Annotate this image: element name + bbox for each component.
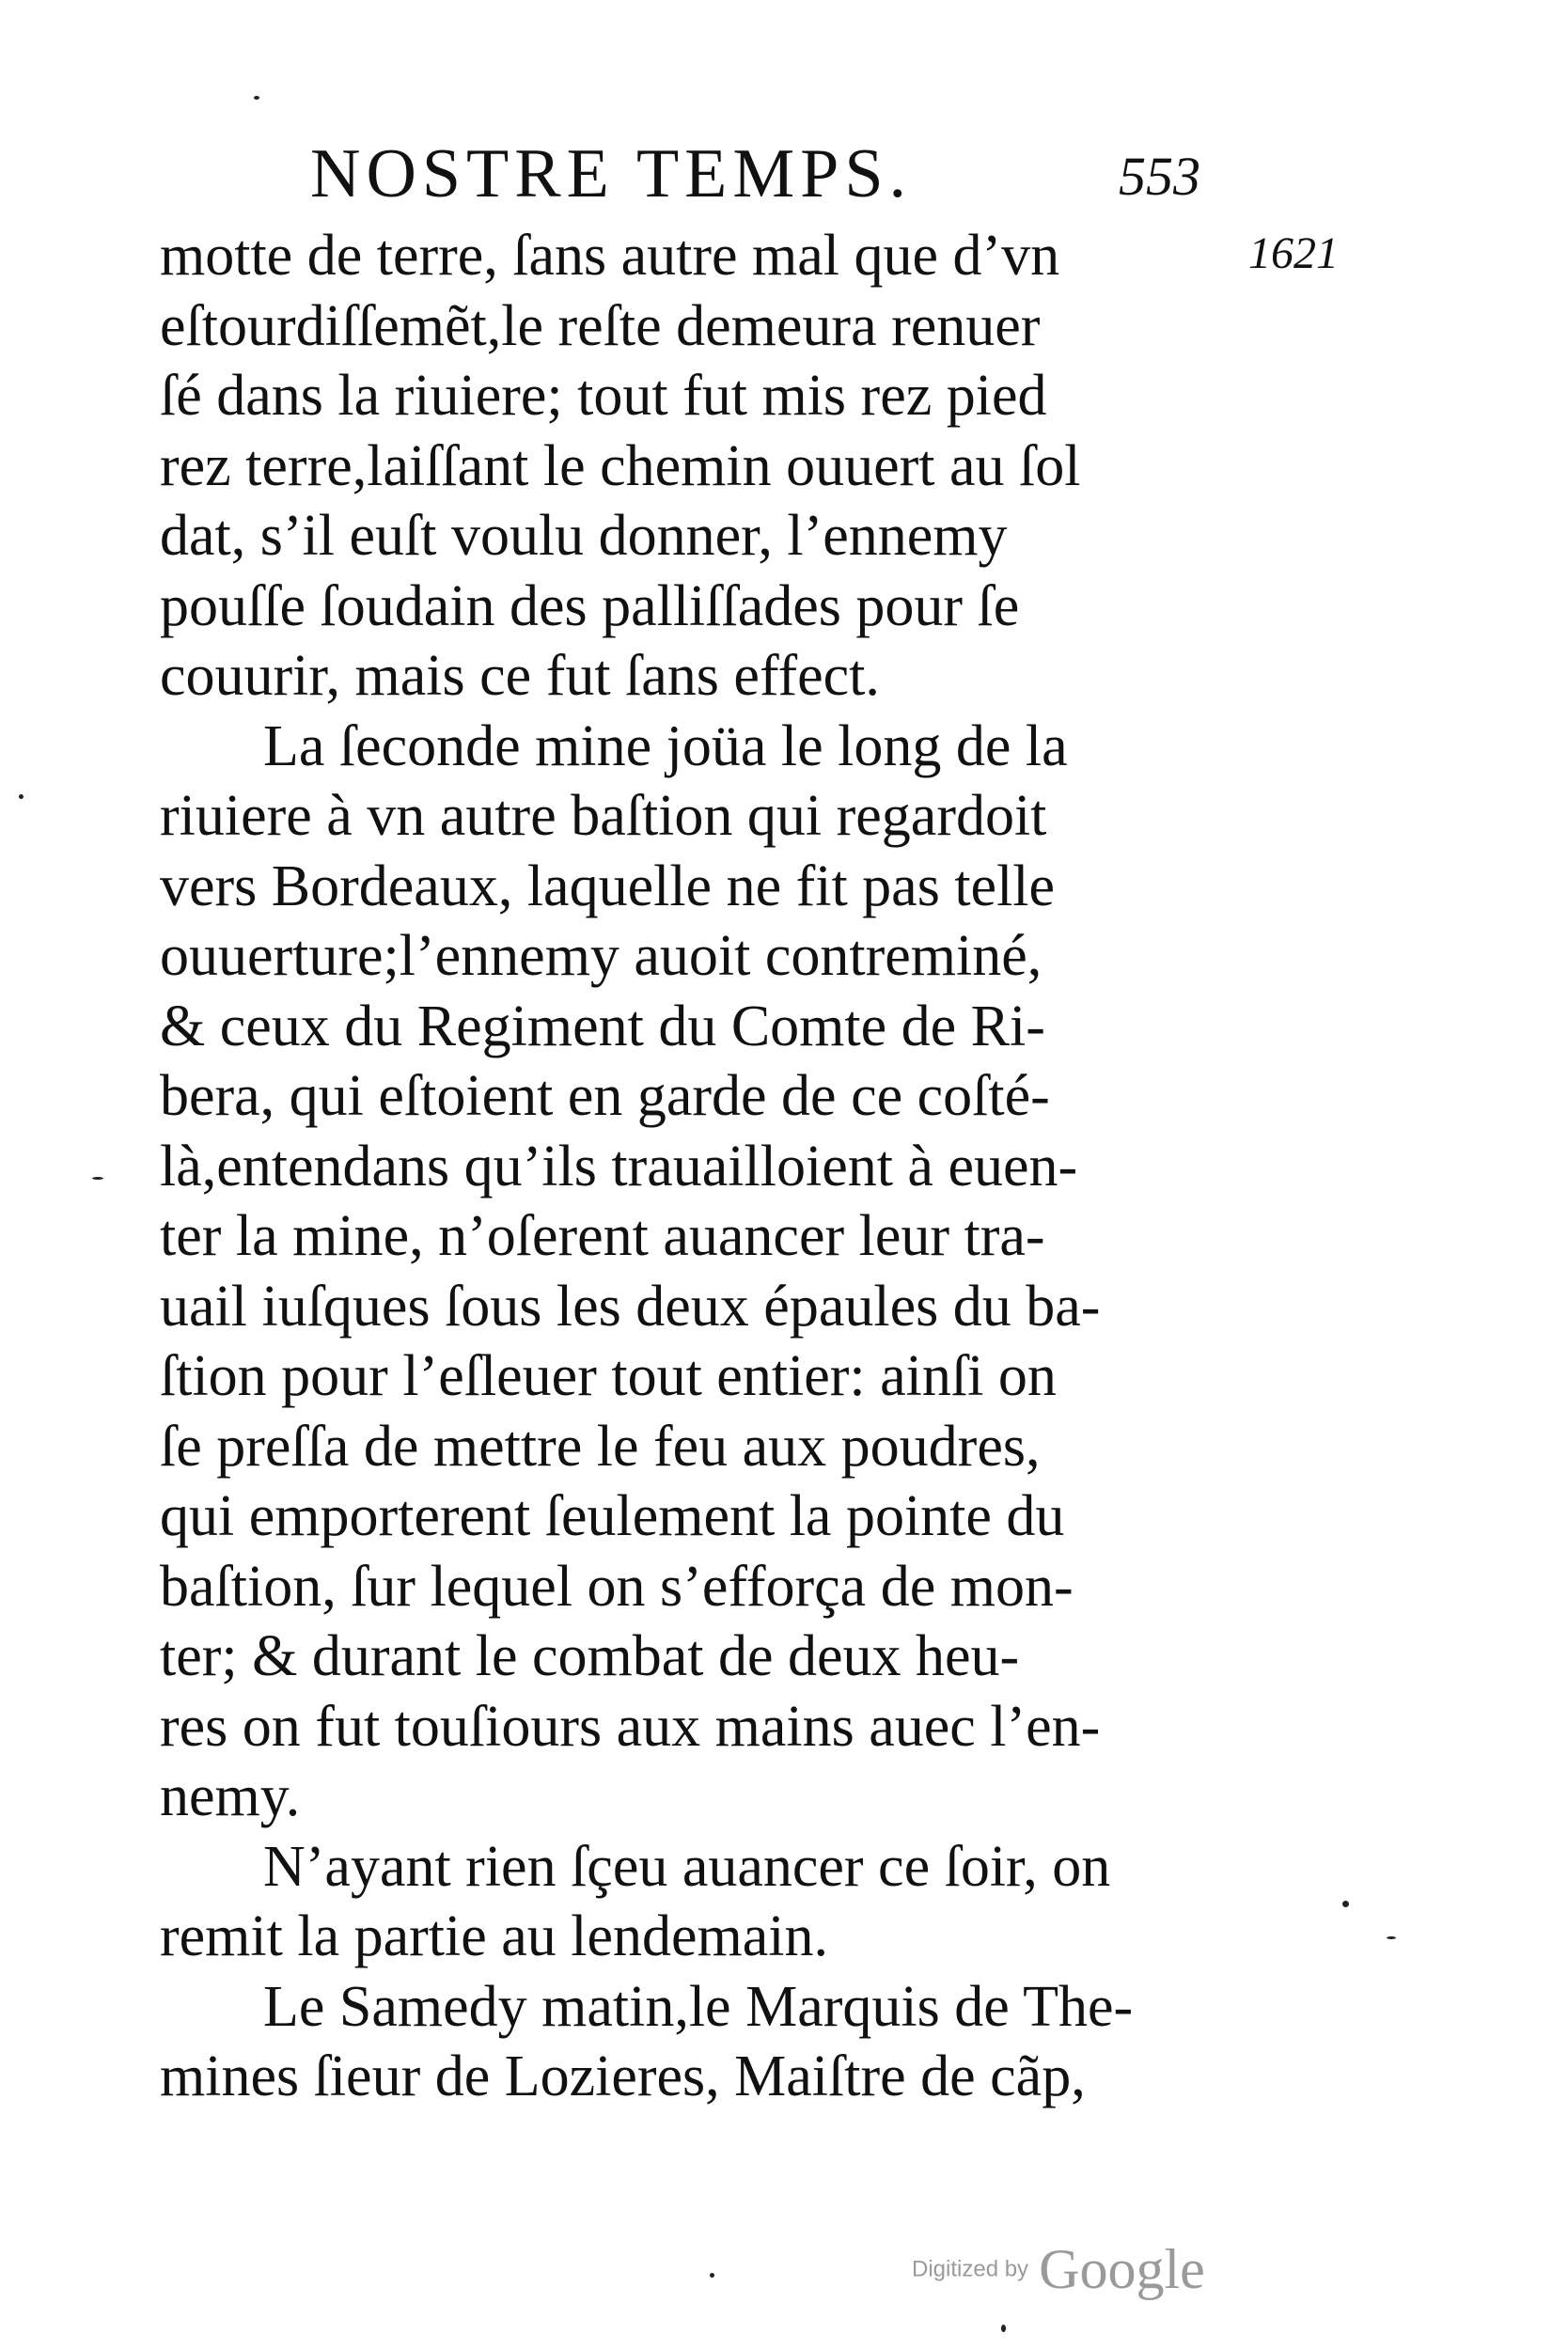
- ink-speck: [254, 96, 259, 100]
- margin-year-note: 1621: [1248, 228, 1339, 278]
- text-line: nemy.: [160, 1764, 301, 1828]
- ink-speck: [92, 1177, 103, 1180]
- text-line: ſé dans la riuiere; tout fut mis rez pied: [160, 364, 1047, 428]
- text-line: ouuerture;l’ennemy auoit contreminé,: [160, 924, 1043, 988]
- ink-speck: [710, 2273, 714, 2278]
- text-line: res on fut touſiours aux mains auec l’en-: [160, 1694, 1101, 1759]
- text-line: bera, qui eſtoient en garde de ce coſté-: [160, 1064, 1050, 1128]
- text-line: qui emporterent ſeulement la pointe du: [160, 1484, 1065, 1548]
- watermark-prefix: Digitized by: [912, 2256, 1029, 2282]
- text-line: motte de terre, ſans autre mal que d’vn: [160, 224, 1060, 288]
- text-line: ter la mine, n’oſerent auancer leur tra-: [160, 1204, 1045, 1268]
- text-line: pouſſe ſoudain des palliſſades pour ſe: [160, 573, 1020, 638]
- text-line: riuiere à vn autre baſtion qui regardoit: [160, 784, 1047, 848]
- ink-speck: [1387, 1936, 1396, 1939]
- page-number: 553: [1119, 146, 1200, 207]
- text-line: ter; & durant le combat de deux heu-: [160, 1624, 1020, 1688]
- text-line: dat, s’il euſt voulu donner, l’ennemy: [160, 504, 1008, 568]
- body-text: [160, 221, 1241, 2112]
- text-line: là,entendans qu’ils trauailloient à euen-: [160, 1134, 1078, 1198]
- watermark-brand: Google: [1039, 2238, 1205, 2300]
- text-line: couurir, mais ce fut ſans effect.: [160, 644, 880, 708]
- text-line: N’ayant rien ſçeu auancer ce ſoir, on: [263, 1834, 1111, 1899]
- ink-speck: [1342, 1901, 1349, 1907]
- ink-speck: [1001, 2325, 1006, 2332]
- text-line: remit la partie au lendemain.: [160, 1904, 828, 1968]
- running-title: NOSTRE TEMPS.: [310, 135, 912, 212]
- text-line: rez terre,laiſſant le chemin ouuert au ſol: [160, 433, 1081, 498]
- text-line: uail iuſques ſous les deux épaules du ba-: [160, 1274, 1101, 1339]
- text-line: ſtion pour l’eſleuer tout entier: ainſi on: [160, 1344, 1057, 1408]
- ink-speck: [19, 794, 24, 799]
- text-line: baſtion, ſur lequel on s’efforça de mon-: [160, 1554, 1074, 1619]
- text-line: eſtourdiſſemẽt,le reſte demeura renuer: [160, 293, 1041, 358]
- text-line: Le Samedy matin,le Marquis de The-: [263, 1974, 1134, 2039]
- page-header: [310, 132, 1250, 216]
- text-line: ſe preſſa de mettre le feu aux poudres,: [160, 1414, 1041, 1479]
- text-line: vers Bordeaux, laquelle ne fit pas telle: [160, 854, 1056, 918]
- text-line: La ſeconde mine joüa le long de la: [263, 713, 1068, 778]
- text-line: mines ſieur de Lozieres, Maiſtre de cãp,: [160, 2044, 1086, 2108]
- digitization-watermark: [912, 2237, 1205, 2303]
- text-line: & ceux du Regiment du Comte de Ri-: [160, 994, 1045, 1058]
